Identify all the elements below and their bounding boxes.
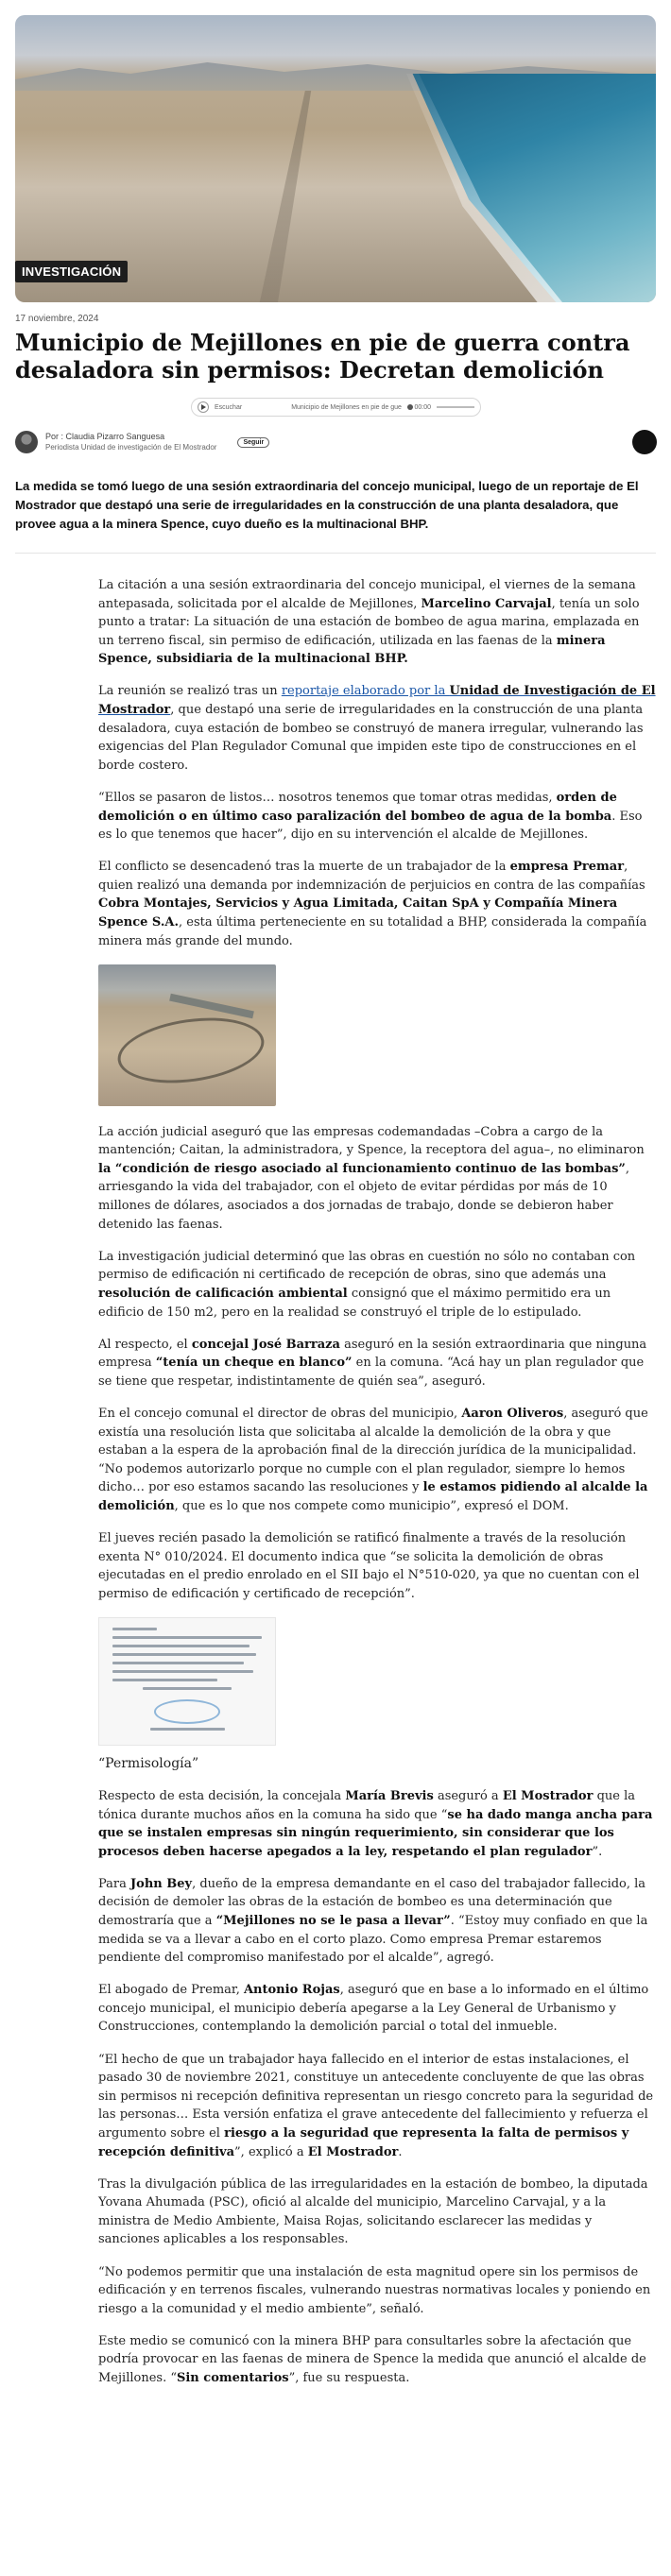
hero-sea — [344, 74, 656, 302]
signature-stamp — [154, 1699, 220, 1724]
paragraph-5: La acción judicial aseguró que las empresas codemandadas –Cobra a cargo de la mantención; Caitan, la administradora, y Spence, la receptora del agua–, no eliminaron la “condición de riesgo asociado al funcionamiento continuo de las bombas”, arriesgando la vida del trabajador, con el objeto de evitar pérdidas por más de 10 millones de dólares, asociados a dos jornadas de trabajo, donde se debieron haber detenido las faenas. — [98, 1124, 645, 1232]
paragraph-1: La citación a una sesión extraordinaria del concejo municipal, el viernes de la semana antepasada, solicitada por el alcalde de Mejillones, Marcelino Carvajal, tenía un solo punto a tratar: La situación de una estación de bombeo de agua marina, emplazada en un terreno fiscal, sin permiso de edificación, utilizada en las faenas de la minera Spence, subsidiaria de la multinacional BHP. — [98, 578, 640, 667]
section-badge[interactable]: INVESTIGACIÓN — [15, 261, 128, 282]
follow-button[interactable]: Seguir — [237, 437, 269, 448]
paragraph-8: En el concejo comunal el director de obras del municipio, Aaron Oliveros, aseguró que existía una resolución lista que solicitaba al alcalde la demolición de la obra y que estaban a la espera de la aprobación final de la dirección jurídica de la municipalidad. “No podemos autorizarlo porque no cumple con el plan regulador, siempre lo hemos dicho… por eso estamos sacando las resoluciones y le estamos pidiendo al alcalde la demolición, que es lo que nos compete como municipio”, expresó el DOM. — [98, 1406, 648, 1513]
hero-image — [15, 15, 656, 302]
author-block — [15, 430, 269, 454]
report-link[interactable]: reportaje elaborado por la — [281, 684, 450, 699]
author-avatar[interactable] — [15, 431, 38, 453]
paragraph-9: El jueves recién pasado la demolición se ratificó finalmente a través de la resolución exenta N° 010/2024. El documento indica que “se solicita la demolición de obras ejecutadas en el predio enrolado en el SII bajo el N°510-020, ya que no cuentan con el permiso de edificación y certificado de recepción”. — [98, 1530, 640, 1601]
player-progress[interactable] — [407, 406, 409, 408]
play-icon[interactable] — [198, 401, 209, 413]
paragraph-16: Este medio se comunicó con la minera BHP para consultarles sobre la afectación que podría provocar en las faenas de minera de Spence la medida que anunció el alcalde de Mejillones. “Sin comentarios”, fue su respuesta. — [98, 2333, 646, 2385]
hero-road — [232, 91, 384, 302]
paragraph-3: “Ellos se pasaron de listos… nosotros tenemos que tomar otras medidas, orden de demolición o en último caso paralización del bombeo de agua de la bomba. Eso es lo que tenemos que hacer”, dijo en su intervención el alcalde de Mejillones. — [98, 790, 643, 843]
paragraph-7: Al respecto, el concejal José Barraza aseguró en la sesión extraordinaria que ninguna empresa “tenía un cheque en blanco” en la comuna. “Acá hay un plan regulador que se tiene que respetar, indistintamente de quién sea”, aseguró. — [98, 1337, 647, 1389]
player-duration: 00:00 — [414, 403, 431, 411]
divider — [15, 553, 656, 554]
paragraph-11: Para John Bey, dueño de la empresa demandante en el caso del trabajador fallecido, la decisión de demoler las obras de la estación de bombeo es una determinación que demostraría que a “Mejillones no se le pasa a llevar”. “Estoy muy confiado en que la medida se va a llevar a cabo en el corto plazo. Como empresa Premar estaremos pendiente del compromiso manifestado por el alcalde”, agregó. — [98, 1876, 648, 1966]
author-name[interactable]: Claudia Pizarro Sanguesa — [65, 432, 165, 441]
article-lede: La medida se tomó luego de una sesión extraordinaria del concejo municipal, luego de un reportaje de El Mostrador que destapó una serie de irregularidades en la construcción de una planta desaladora, que provee agua a la minera Spence, cuyo dueño es la multinacional BHP. — [15, 479, 639, 531]
paragraph-14: Tras la divulgación pública de las irregularidades en la estación de bombeo, la diputada Yovana Ahumada (PSC), ofició al alcalde del municipio, Marcelino Carvajal, y a la ministra de Medio Ambiente, Maisa Rojas, solicitando esclarecer las medidas y sanciones aplicables a los responsables. — [98, 2176, 648, 2247]
paragraph-2: La reunión se realizó tras un reportaje elaborado por la Unidad de Investigación de El Mostrador, que destapó una serie de irregularidades en la construcción de una planta desaladora, cuya estación de bombeo se construyó de manera irregular, vulnerando las exigencias del Plan Regulador Comunal que impiden este tipo de construcciones en el borde costero. — [98, 684, 656, 773]
volume-slider[interactable] — [437, 406, 474, 408]
resolution-document-image[interactable] — [98, 1617, 276, 1746]
author-text — [45, 431, 216, 453]
section-subheading: “Permisología” — [98, 1755, 199, 1771]
unit-link[interactable]: Unidad de Investigación de El Mostrador — [98, 684, 656, 718]
paragraph-15: “No podemos permitir que una instalación de esta magnitud opere sin los permisos de edificación y en terrenos fiscales, vulnerando nuestras normativas locales y poniendo en riesgo a la comunidad y el medio ambiente”, señaló. — [98, 2264, 651, 2316]
paragraph-10: Respecto de esta decisión, la concejala María Brevis aseguró a El Mostrador que la tónica durante muchos años en la comuna ha sido que “se ha dado manga ancha para que se instalen empresas sin ningún requerimiento, sin considerar que los procesos deben hacerse apegados a la ley, respetando el plan regulador”. — [98, 1788, 653, 1859]
paragraph-4: El conflicto se desencadenó tras la muerte de un trabajador de la empresa Premar, quien realizó una demanda por indemnización de perjuicios en contra de las compañías Cobra Montajes, Servicios y Agua Limitada, Caitan SpA y Compañía Minera Spence S.A., esta última perteneciente en su totalidad a BHP, considerada la compañía minera más grande del mundo. — [98, 860, 647, 948]
paragraph-13: “El hecho de que un trabajador haya fallecido en el interior de estas instalaciones, el pasado 30 de noviembre 2021, constituye un antecedente concluyente de que las obras sin permisos ni recepción definitiva representan un riesgo concreto para la seguridad de las personas… Esta versión enfatiza el grave antecedente del fallecimiento y refuerza el argumento sobre el riesgo a la seguridad que representa la falta de permisos y recepción definitiva”, explicó a El Mostrador. — [98, 2052, 654, 2159]
paragraph-12: El abogado de Premar, Antonio Rojas, aseguró que en base a lo informado en el último concejo municipal, el municipio debería apegarse a la Ley General de Urbanismo y Construcciones, contemplando la demolición parcial o total del inmueble. — [98, 1983, 649, 2035]
publish-date: 17 noviembre, 2024 — [15, 314, 99, 324]
author-role: Periodista Unidad de investigación de El Mostrador — [45, 443, 217, 452]
audio-player[interactable] — [191, 398, 481, 417]
article-title: Municipio de Mejillones en pie de guerra contra desaladora sin permisos: Decretan demolición — [15, 329, 630, 384]
player-listen-label: Escuchar — [215, 403, 243, 411]
aerial-photo[interactable] — [98, 964, 276, 1106]
share-icon[interactable] — [632, 430, 657, 454]
article-body — [98, 576, 656, 2401]
paragraph-6: La investigación judicial determinó que las obras en cuestión no sólo no contaban con permiso de edificación ni certificado de recepción de obras, sino que además una resolución de calificación ambiental consignó que el máximo permitido era un edificio de 150 m2, pero en la realidad se construyó el triple de lo estipulado. — [98, 1249, 636, 1320]
author-prefix: Por : — [45, 432, 66, 441]
player-track-title: Municipio de Mejillones en pie de gue — [291, 403, 402, 411]
